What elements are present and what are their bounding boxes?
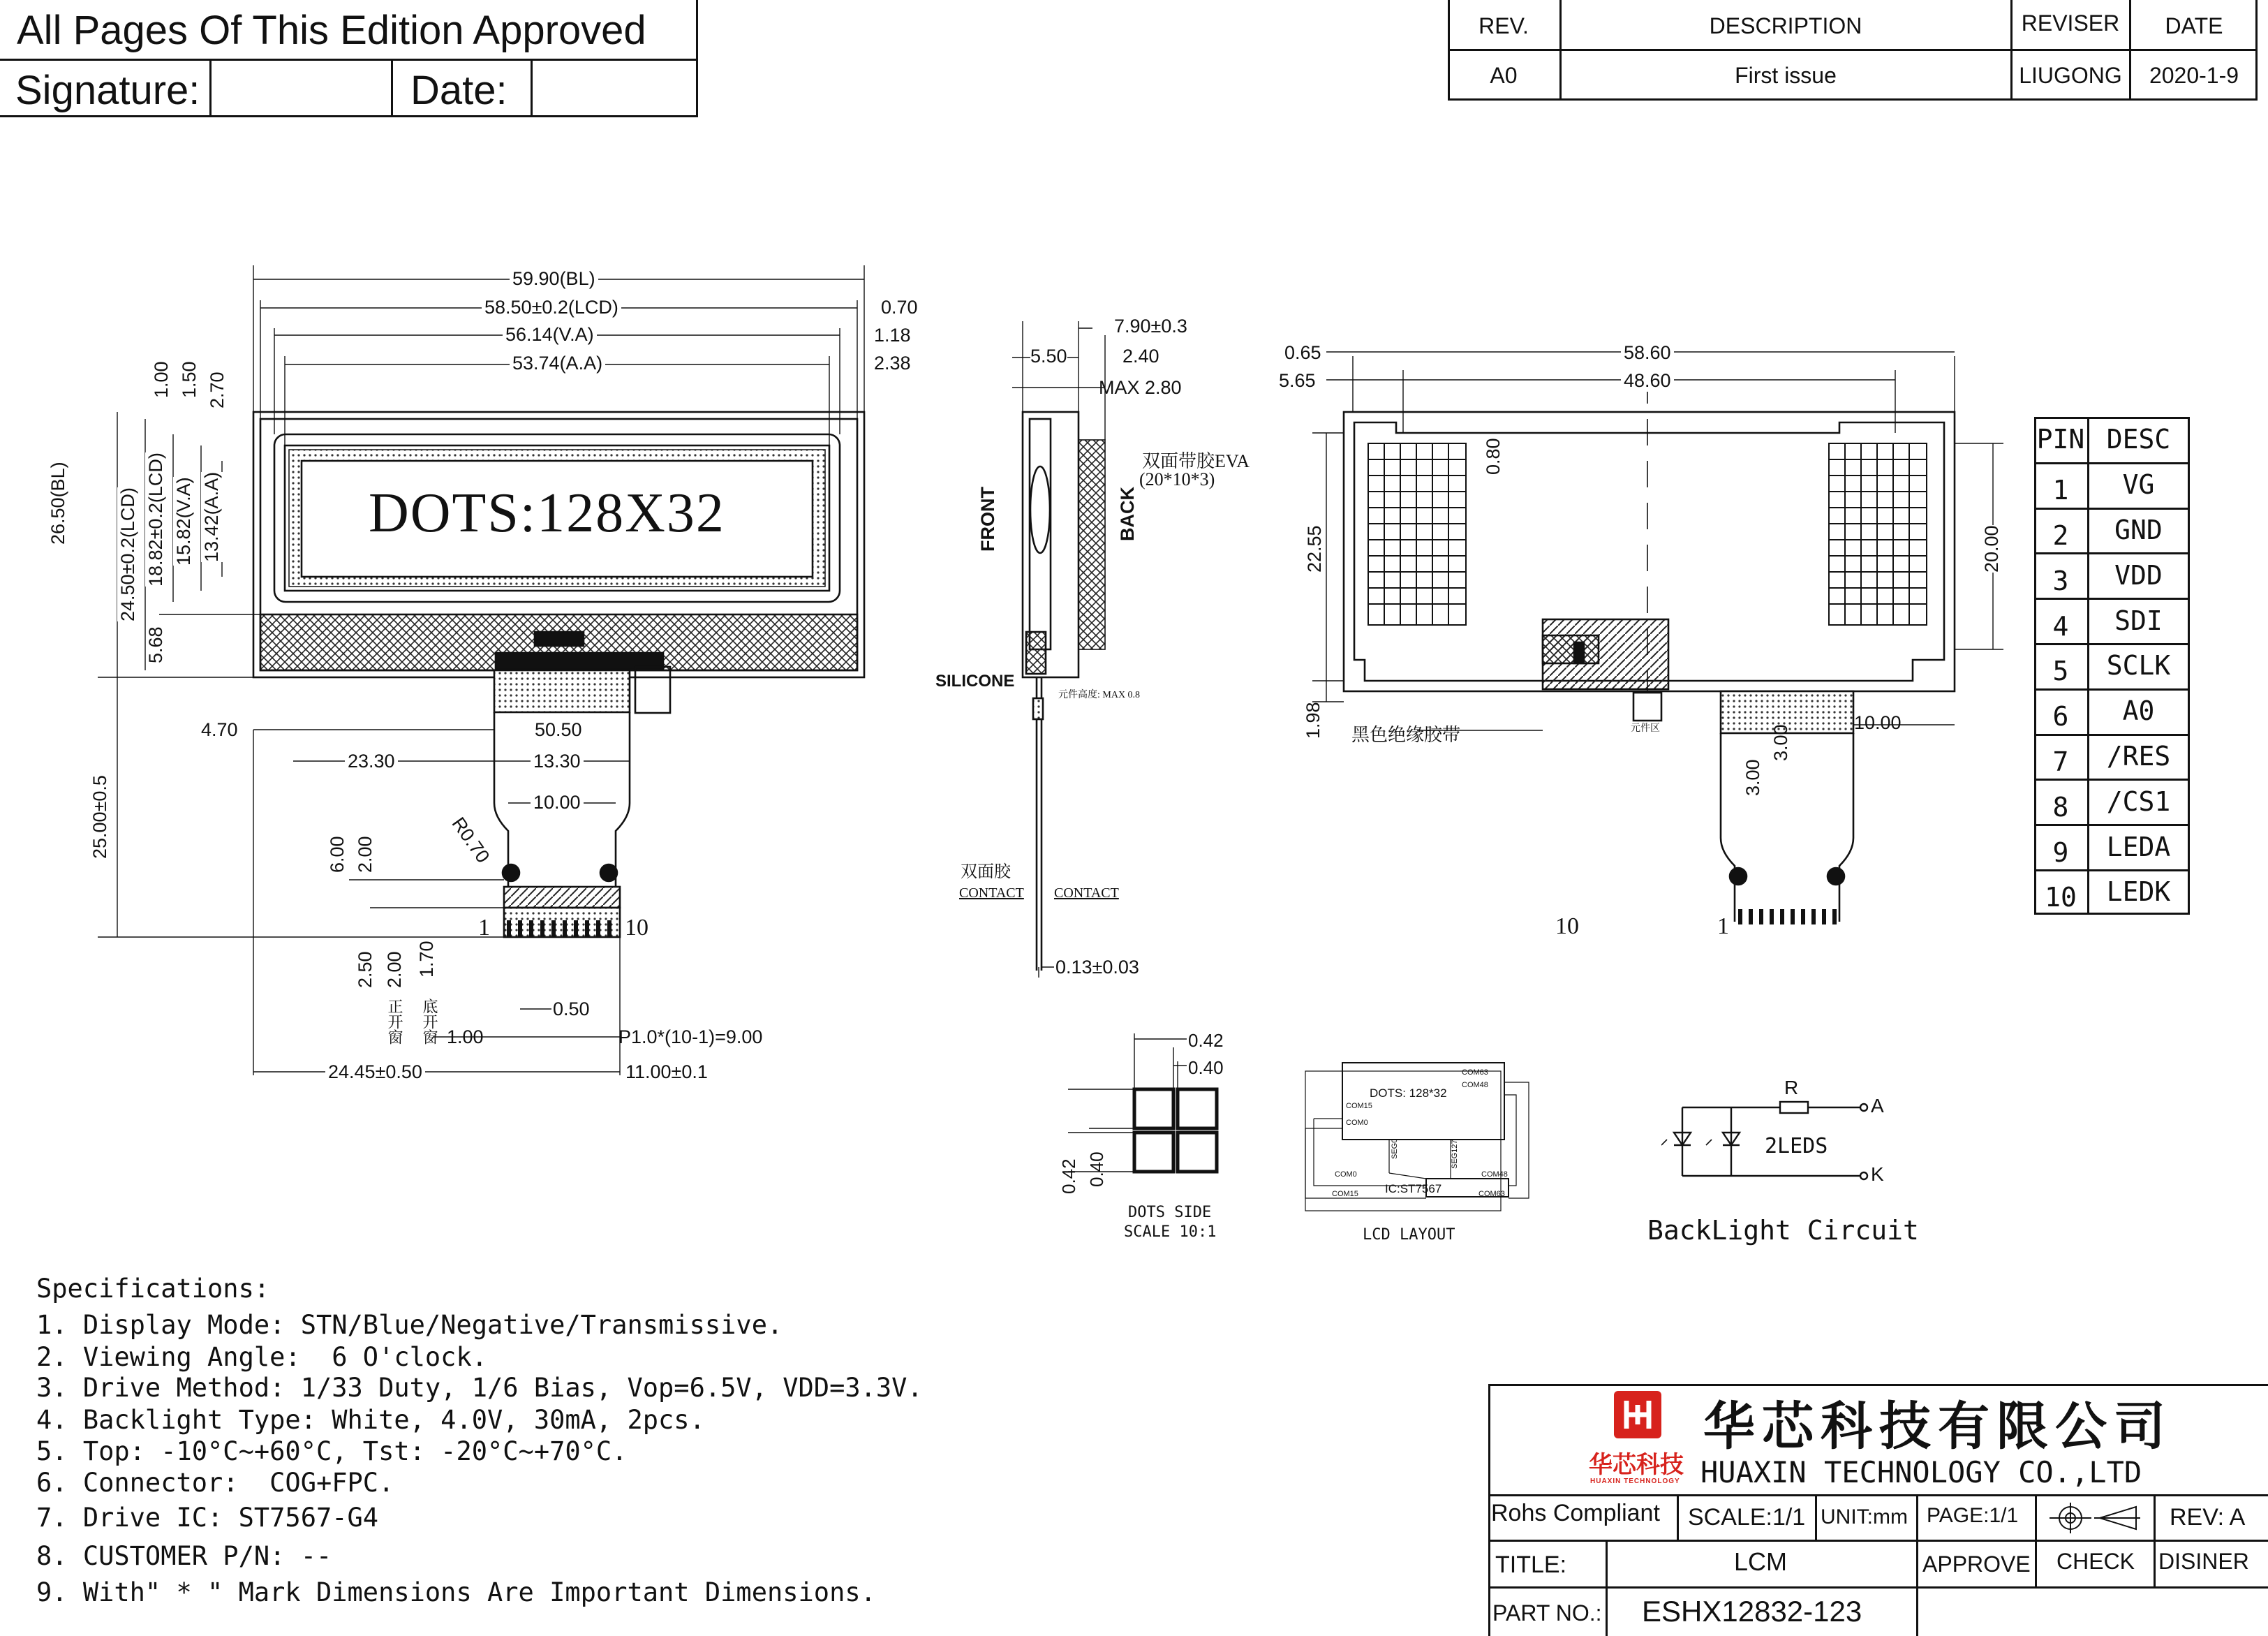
designer-signature-field[interactable] xyxy=(2157,1589,2267,1635)
tb-line-1 xyxy=(1488,1494,2268,1496)
side-label-front: FRONT xyxy=(977,487,998,552)
dim-13-42: 13.42(A.A) xyxy=(201,471,222,562)
pin-description: LEDK xyxy=(2106,876,2171,908)
back-label-black-tape: 黑色绝缘胶带 xyxy=(1351,725,1461,745)
pin-number: 7 xyxy=(2052,746,2069,777)
side-label-contact-2: CONTACT xyxy=(1054,885,1119,901)
company-name-en: HUAXIN TECHNOLOGY CO.,LTD xyxy=(1700,1455,2142,1489)
specification-item: 5. Top: -10°C~+60°C, Tst: -20°C~+70°C. xyxy=(36,1436,628,1466)
side-label-eva-size: (20*10*3) xyxy=(1139,469,1215,489)
title-value: LCM xyxy=(1734,1547,1788,1576)
back-dim-22-55: 22.55 xyxy=(1304,525,1325,573)
tb-v-2 xyxy=(1815,1494,1817,1541)
dim-1-00: 1.00 xyxy=(151,361,172,398)
dim-1-70: 1.70 xyxy=(416,941,437,978)
front-view-drawing xyxy=(0,0,942,1117)
pin-number: 3 xyxy=(2052,565,2069,596)
lcd-label-com0-left: COM0 xyxy=(1346,1119,1368,1127)
signature-label: Signature: xyxy=(15,68,200,113)
dim-26-50: 26.50(BL) xyxy=(47,462,68,545)
back-dim-3-00-b: 3.00 xyxy=(1770,724,1791,761)
pin-table-row-divider xyxy=(2034,688,2190,691)
back-dim-0-65: 0.65 xyxy=(1284,342,1321,363)
pin-number: 2 xyxy=(2052,519,2069,551)
designer-label: DISINER xyxy=(2158,1549,2249,1574)
dim-24-50: 24.50±0.2(LCD) xyxy=(117,487,138,621)
display-text: DOTS:128X32 xyxy=(369,482,725,544)
lcd-layout-caption: LCD LAYOUT xyxy=(1363,1226,1455,1244)
backlight-cathode-label: K xyxy=(1871,1163,1884,1185)
tb-v-6 xyxy=(1606,1540,1608,1636)
specification-item: 2. Viewing Angle: 6 O'clock. xyxy=(36,1342,488,1372)
pin-number: 5 xyxy=(2052,656,2069,687)
back-dim-20-00: 20.00 xyxy=(1981,525,2002,573)
specification-item: 9. With" * " Mark Dimensions Are Important Dimensions. xyxy=(36,1577,876,1607)
tb-v-1 xyxy=(1677,1494,1679,1541)
dim-59-90: 59.90(BL) xyxy=(510,268,598,290)
backlight-caption: BackLight Circuit xyxy=(1647,1215,1919,1246)
pin-description: /RES xyxy=(2106,740,2171,772)
specification-item: 1. Display Mode: STN/Blue/Negative/Transmissive. xyxy=(36,1310,783,1340)
pin-table-row-divider xyxy=(2034,643,2190,645)
dim-25-00: 25.00±0.5 xyxy=(89,775,110,859)
dim-r0-70: R0.70 xyxy=(447,813,494,867)
rev-label: REV: A xyxy=(2170,1504,2246,1531)
pin-description: VDD xyxy=(2114,559,2163,591)
dim-58-50: 58.50±0.2(LCD) xyxy=(482,297,621,318)
tb-v-3 xyxy=(1916,1494,1918,1541)
dim-1-18: 1.18 xyxy=(874,325,911,346)
company-logo xyxy=(1614,1391,1661,1438)
pin-description: VG xyxy=(2122,469,2155,501)
back-dim-10-00: 10.00 xyxy=(1854,712,1902,733)
approval-title: All Pages Of This Edition Approved xyxy=(17,8,646,53)
logo-text-cn: 华芯科技 xyxy=(1589,1452,1684,1478)
tb-v-5 xyxy=(2154,1494,2156,1586)
window-label-front: 正开窗 xyxy=(386,998,403,1045)
side-label-component-height: 元件高度: MAX 0.8 xyxy=(1058,690,1141,700)
dim-23-30: 23.30 xyxy=(345,751,398,772)
dim-0-50: 0.50 xyxy=(553,998,590,1019)
side-dim-0-13: 0.13±0.03 xyxy=(1055,957,1139,978)
backlight-leds-label: 2LEDS xyxy=(1765,1134,1828,1158)
scale-label: SCALE:1/1 xyxy=(1688,1504,1806,1531)
dim-50-50: 50.50 xyxy=(532,719,585,741)
unit-label: UNIT:mm xyxy=(1821,1505,1908,1528)
dim-6-00: 6.00 xyxy=(327,836,348,873)
dots-caption-2: SCALE 10:1 xyxy=(1124,1223,1217,1241)
logo-text-en: HUAXIN TECHNOLOGY xyxy=(1590,1477,1680,1485)
window-label-bottom: 底开窗 xyxy=(421,998,438,1045)
dim-2-70: 2.70 xyxy=(207,371,228,408)
approve-label: APPROVE xyxy=(1922,1552,2031,1577)
dots-dim-0-42-top: 0.42 xyxy=(1188,1030,1224,1051)
rev-header: REV. xyxy=(1478,13,1529,38)
specification-item: 7. Drive IC: ST7567-G4 xyxy=(36,1503,379,1533)
back-dim-5-65: 5.65 xyxy=(1279,370,1316,391)
lcd-label-seg127: SEG127 xyxy=(1451,1140,1459,1169)
dim-13-30: 13.30 xyxy=(531,751,584,772)
dim-4-70: 4.70 xyxy=(201,719,238,740)
pin-table-row-divider xyxy=(2034,734,2190,736)
pin-number: 6 xyxy=(2052,701,2069,732)
back-dim-0-80: 0.80 xyxy=(1483,438,1504,475)
lcd-label-com15-left: COM15 xyxy=(1346,1102,1372,1110)
description-header: DESCRIPTION xyxy=(1709,13,1862,38)
lcd-label-com15-bottom: COM15 xyxy=(1332,1190,1358,1198)
specification-item: 8. CUSTOMER P/N: -- xyxy=(36,1541,332,1571)
back-view-drawing xyxy=(1257,307,2024,950)
side-label-double-tape: 双面胶 xyxy=(961,863,1011,881)
lcd-label-com48-top: COM48 xyxy=(1462,1081,1488,1089)
side-dim-2-40: 2.40 xyxy=(1122,346,1159,367)
dots-caption-1: DOTS SIDE xyxy=(1128,1204,1212,1221)
approve-signature-field[interactable] xyxy=(1920,1589,2033,1635)
specification-item: 6. Connector: COG+FPC. xyxy=(36,1468,394,1498)
specification-item: 3. Drive Method: 1/33 Duty, 1/6 Bias, Vop=6.5V, VDD=3.3V. xyxy=(36,1373,923,1403)
dim-2-50: 2.50 xyxy=(355,951,376,988)
desc-header: DESC xyxy=(2106,424,2171,455)
lcd-label-com0-bottom: COM0 xyxy=(1335,1170,1357,1179)
dim-53-74: 53.74(A.A) xyxy=(510,353,605,374)
pin-10-label: 10 xyxy=(625,915,648,941)
specifications-title: Specifications: xyxy=(36,1274,270,1304)
dim-24-45: 24.45±0.50 xyxy=(325,1061,425,1083)
date-value: 2020-1-9 xyxy=(2149,62,2239,88)
side-label-silicone: SILICONE xyxy=(935,672,1015,691)
lcd-layout-title: DOTS: 128*32 xyxy=(1370,1086,1447,1100)
dim-pitch: P1.0*(10-1)=9.00 xyxy=(618,1026,763,1047)
pin-header: PIN xyxy=(2036,424,2085,455)
pin-table-row-divider xyxy=(2034,869,2190,871)
check-label: CHECK xyxy=(2056,1549,2135,1574)
side-dim-7-90: 7.90±0.3 xyxy=(1114,316,1187,337)
dim-2-38: 2.38 xyxy=(874,353,911,374)
company-name-cn: 华芯科技有限公司 xyxy=(1703,1397,2172,1455)
dots-dim-0-40-top: 0.40 xyxy=(1188,1057,1224,1078)
back-dim-58-60: 58.60 xyxy=(1621,342,1674,364)
lcd-label-com63-top: COM63 xyxy=(1462,1068,1488,1077)
lcd-label-seg0: SEG0 xyxy=(1391,1138,1399,1159)
pin-number: 10 xyxy=(2045,882,2077,913)
pin-table-row-divider xyxy=(2034,779,2190,781)
pin-description: SDI xyxy=(2114,605,2163,636)
company-logo-mark xyxy=(1614,1391,1661,1438)
lcd-label-com63-bottom: COM63 xyxy=(1478,1190,1505,1198)
projection-symbol-icon xyxy=(2045,1501,2143,1535)
dim-2-00-b: 2.00 xyxy=(384,951,405,988)
dim-2-00-a: 2.00 xyxy=(355,836,376,873)
back-pin-1-label: 1 xyxy=(1717,913,1729,939)
dim-18-82: 18.82±0.2(LCD) xyxy=(145,452,166,587)
tb-v-4 xyxy=(2035,1494,2037,1586)
side-label-contact-1: CONTACT xyxy=(959,885,1024,901)
dim-10-00: 10.00 xyxy=(531,792,584,813)
description-value: First issue xyxy=(1735,62,1837,88)
side-label-eva: 双面带胶EVA xyxy=(1142,451,1250,471)
part-no-label: PART NO.: xyxy=(1492,1600,1602,1626)
tb-v-7 xyxy=(1916,1540,1918,1636)
date-header: DATE xyxy=(2165,13,2223,38)
pin-table-row-divider xyxy=(2034,462,2190,464)
date-label: Date: xyxy=(410,68,507,113)
lcd-layout-ic: IC:ST7567 xyxy=(1385,1182,1442,1195)
specification-item: 4. Backlight Type: White, 4.0V, 30mA, 2pcs. xyxy=(36,1405,705,1435)
dots-dim-0-40-left: 0.40 xyxy=(1086,1151,1107,1187)
pin-table-row-divider xyxy=(2034,552,2190,554)
side-label-back: BACK xyxy=(1117,487,1138,541)
pin-number: 8 xyxy=(2052,791,2069,823)
title-label: TITLE: xyxy=(1495,1552,1567,1578)
back-pin-10-label: 10 xyxy=(1555,913,1579,939)
lcd-label-com48-bottom: COM48 xyxy=(1481,1170,1508,1179)
rev-value: A0 xyxy=(1490,62,1518,88)
pin-number: 1 xyxy=(2052,475,2069,506)
pin-description: A0 xyxy=(2122,695,2155,727)
back-dim-48-60: 48.60 xyxy=(1621,370,1674,392)
dim-15-82: 15.82(V.A) xyxy=(173,477,194,566)
back-label-component-area: 元件区 xyxy=(1631,723,1660,734)
pin-description: SCLK xyxy=(2106,650,2171,681)
dim-0-70: 0.70 xyxy=(881,297,918,318)
backlight-resistor-label: R xyxy=(1784,1077,1799,1098)
page-label: PAGE:1/1 xyxy=(1927,1504,2019,1527)
rohs-label: Rohs Compliant xyxy=(1491,1500,1660,1526)
pin-table-row-divider xyxy=(2034,824,2190,826)
dim-1-00-b: 1.00 xyxy=(447,1026,484,1047)
dim-56-14: 56.14(V.A) xyxy=(503,324,597,346)
pin-number: 4 xyxy=(2052,610,2069,642)
side-dim-5-50: 5.50 xyxy=(1030,346,1067,367)
backlight-anode-label: A xyxy=(1871,1095,1884,1117)
dots-dim-0-42-left: 0.42 xyxy=(1058,1158,1079,1194)
back-dim-1-98: 1.98 xyxy=(1303,702,1324,739)
part-no-value: ESHX12832-123 xyxy=(1642,1595,1862,1628)
pin-description: LEDA xyxy=(2106,831,2171,862)
side-dim-max: MAX 2.80 xyxy=(1099,377,1182,398)
dim-5-68: 5.68 xyxy=(145,626,166,663)
back-dim-3-00-a: 3.00 xyxy=(1742,759,1763,796)
pin-description: GND xyxy=(2114,514,2163,545)
pin-number: 9 xyxy=(2052,837,2069,868)
check-signature-field[interactable] xyxy=(2038,1589,2152,1635)
dim-1-50: 1.50 xyxy=(179,361,200,398)
pin-1-label: 1 xyxy=(478,915,490,941)
dim-11-00: 11.00±0.1 xyxy=(625,1061,708,1082)
reviser-header: REVISER xyxy=(2021,10,2120,36)
pin-table-row-divider xyxy=(2034,598,2190,600)
pin-description: /CS1 xyxy=(2106,786,2171,817)
reviser-value: LIUGONG xyxy=(2019,62,2122,88)
pin-table-row-divider xyxy=(2034,508,2190,510)
